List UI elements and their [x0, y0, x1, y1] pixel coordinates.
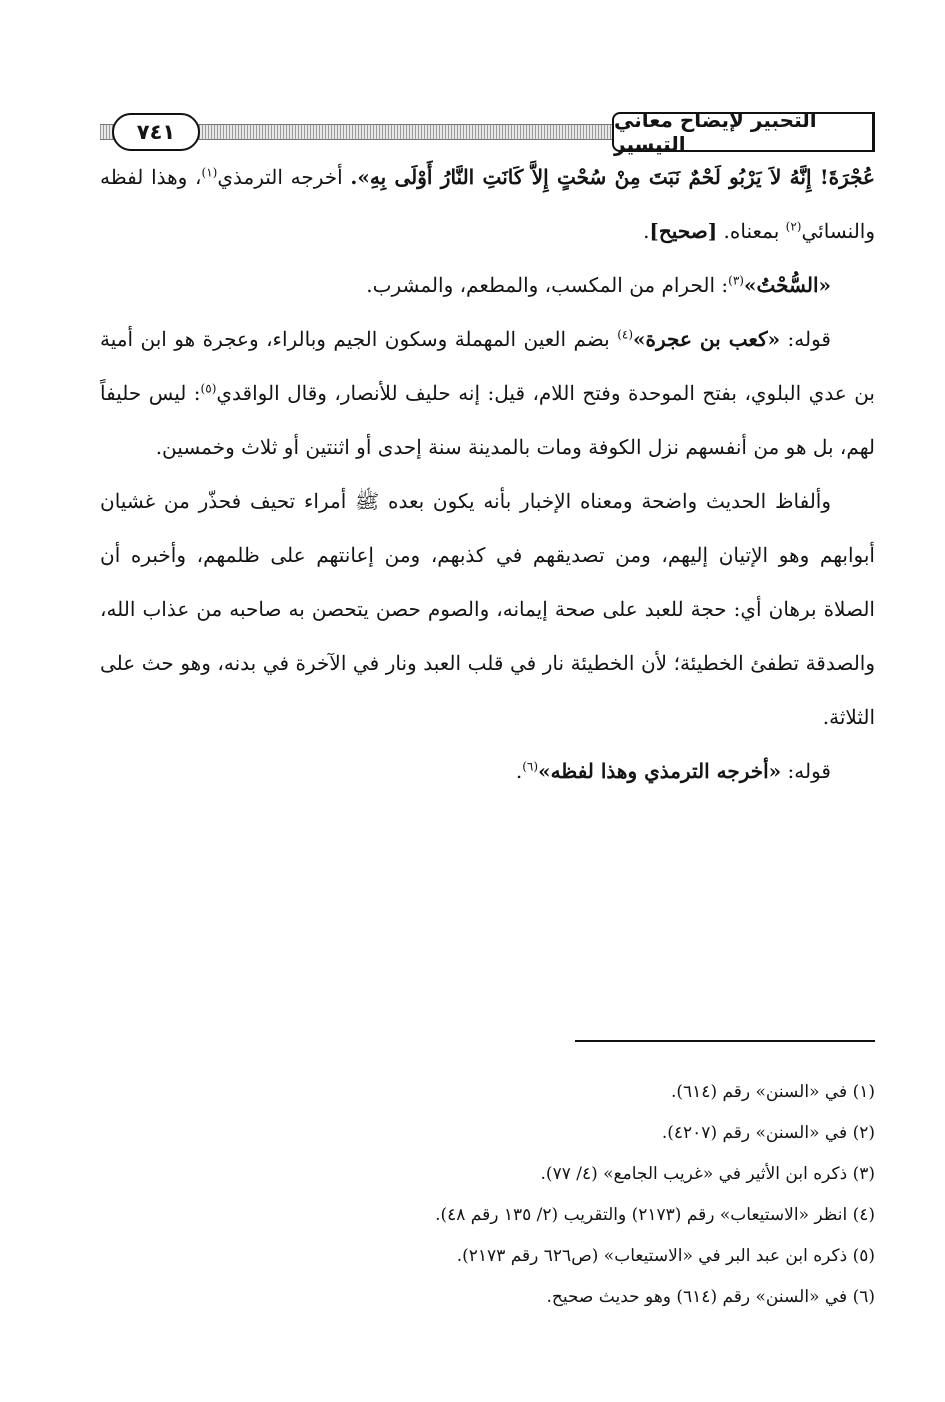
paragraph-text: بمعناه. — [717, 219, 786, 243]
paragraph-text: : الحرام من المكسب، والمطعم، والمشرب. — [366, 273, 729, 297]
paragraph-3 — [100, 312, 875, 474]
footnote-2: (٢) في «السنن» رقم (٤٢٠٧). — [661, 1123, 875, 1143]
footnote-ref: (٣) — [728, 273, 744, 288]
hadith-grade: [صحيح] — [649, 219, 718, 243]
footnotes — [100, 1072, 875, 1318]
footnote-6: (٦) في «السنن» رقم (٦١٤) وهو حديث صحيح. — [546, 1287, 875, 1307]
paragraph-text: أخرجه الترمذي — [217, 165, 351, 189]
paragraph-text: قوله: — [781, 759, 831, 783]
book-title: التحبير لإيضاح معاني التيسير — [614, 108, 817, 156]
footnote-5: (٥) ذكره ابن عبد البر في «الاستيعاب» (ص٦٢٦ رقم ٢١٧٣). — [456, 1246, 875, 1266]
paragraph-5 — [100, 744, 875, 798]
defined-term: «السُّحْتُ» — [743, 273, 831, 297]
footnote-ref: (٦) — [522, 759, 539, 774]
page-header — [100, 110, 875, 154]
footnote-4: (٤) انظر «الاستيعاب» رقم (٢١٧٣) والتقريب (٢/ ١٣٥ رقم ٤٨). — [435, 1205, 875, 1225]
footnote-ref: (٢) — [785, 219, 802, 234]
quoted-term: «أخرجه الترمذي وهذا لفظه» — [538, 759, 782, 783]
paragraph-4: وألفاظ الحديث واضحة ومعناه الإخبار بأنه يكون بعده ﷺ أمراء تحيف فحذّر من غشيان أبوابهم وهو الإتيان إليهم، ومن تصديقهم في كذبهم، ومن إعانتهم على ظلمهم، وأخبره أن الصلاة برهان أي: حجة للعبد على صحة إيمانه، والصوم حصن يتحصن به صاحبه من عذاب الله، والصدقة تطفئ الخطيئة؛ لأن الخطيئة نار في قلب العبد ونار في الآخرة في بدنه، وهو حث على الثلاثة. — [100, 489, 875, 729]
paragraph-text: بضم العين المهملة وسكون الجيم وبالراء، وعجرة هو ابن أمية بن عدي البلوي، بفتح الموحدة وفتح اللام، قيل: إنه حليف للأنصار، وقال الواقدي — [100, 327, 876, 405]
hadith-text: عُجْرَةَ! إِنَّهُ لاَ يَرْبُو لَحْمٌ نَبَتَ مِنْ سُحْتٍ إِلاَّ كَانَتِ النَّارُ أَوْلَى بِهِ». — [350, 165, 875, 189]
paragraph-2 — [100, 258, 875, 312]
footnote-ref: (٤) — [617, 327, 634, 342]
paragraph-text: : ليس حليفاً لهم، بل هو من أنفسهم نزل الكوفة ومات بالمدينة سنة إحدى أو اثنتين أو ثلاث وخمسين. — [100, 381, 875, 459]
paragraph-1 — [100, 150, 875, 258]
footnote-divider — [575, 1040, 875, 1042]
footnote-1: (١) في «السنن» رقم (٦١٤). — [670, 1082, 875, 1102]
footnote-ref: (١) — [201, 165, 218, 180]
footnote-3: (٣) ذكره ابن الأثير في «غريب الجامع» (٤/ ٧٧). — [540, 1164, 875, 1184]
main-text — [100, 150, 875, 798]
page-number-badge — [112, 113, 200, 151]
book-title-box — [612, 108, 875, 156]
paragraph-text: قوله: — [780, 327, 831, 351]
paragraph-text: . — [515, 759, 523, 783]
paragraph-text: ، وهذا لفظه والنسائي — [100, 165, 875, 243]
quoted-term: «كعب بن عجرة» — [633, 327, 781, 351]
page-number: ٧٤١ — [136, 120, 176, 144]
footnote-ref: (٥) — [200, 381, 217, 396]
paragraph-text: . — [643, 219, 650, 243]
